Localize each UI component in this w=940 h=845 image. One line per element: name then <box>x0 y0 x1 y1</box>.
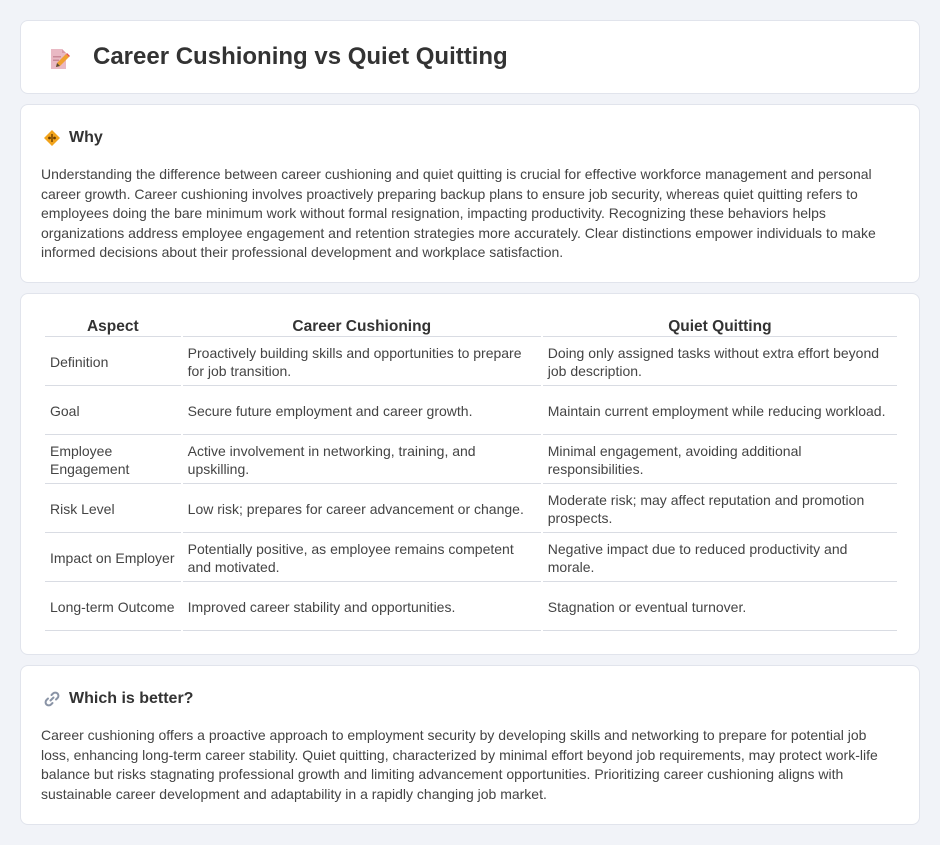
aspect-cell: Risk Level <box>45 486 181 533</box>
quiet-quitting-cell: Stagnation or eventual turnover. <box>543 584 897 631</box>
page-title: Career Cushioning vs Quiet Quitting <box>93 43 508 70</box>
quiet-quitting-cell: Minimal engagement, avoiding additional responsibilities. <box>543 437 897 484</box>
column-header: Quiet Quitting <box>543 316 897 337</box>
column-header: Career Cushioning <box>183 316 541 337</box>
quiet-quitting-cell: Maintain current employment while reducing workload. <box>543 388 897 435</box>
aspect-cell: Employee Engagement <box>45 437 181 484</box>
table-row <box>45 486 897 533</box>
which-is-better-heading: Which is better? <box>69 690 194 707</box>
table-row <box>45 388 897 435</box>
document-pencil-icon <box>47 47 71 71</box>
career-cushioning-cell: Potentially positive, as employee remains competent and motivated. <box>183 535 541 582</box>
why-text: Understanding the difference between career cushioning and quiet quitting is crucial for effective workforce management and personal career growth. Career cushioning involves proactively preparing backup plans to ensure job security, whereas quiet quitting refers to employees doing the bare minimum work without formal resignation, impacting productivity. Recognizing these behaviors helps organizations address employee engagement and retention strategies more accurately. Clear distinctions empower individuals to make informed decisions about their professional development and workplace satisfaction. <box>41 166 876 261</box>
table-row <box>45 584 897 631</box>
aspect-cell: Impact on Employer <box>45 535 181 582</box>
quiet-quitting-cell: Negative impact due to reduced productivity and morale. <box>543 535 897 582</box>
career-cushioning-cell: Active involvement in networking, training, and upskilling. <box>183 437 541 484</box>
career-cushioning-cell: Low risk; prepares for career advancement or change. <box>183 486 541 533</box>
comparison-table <box>43 314 899 633</box>
why-section <box>20 104 920 283</box>
quiet-quitting-cell: Doing only assigned tasks without extra effort beyond job description. <box>543 339 897 386</box>
table-row <box>45 535 897 582</box>
why-heading: Why <box>69 129 103 146</box>
which-is-better-section <box>20 665 920 825</box>
header-card <box>20 20 920 94</box>
quiet-quitting-cell: Moderate risk; may affect reputation and promotion prospects. <box>543 486 897 533</box>
table-header-row <box>45 316 897 337</box>
career-cushioning-cell: Secure future employment and career growth. <box>183 388 541 435</box>
table-row <box>45 437 897 484</box>
column-header: Aspect <box>45 316 181 337</box>
aspect-cell: Long-term Outcome <box>45 584 181 631</box>
table-row <box>45 339 897 386</box>
aspect-cell: Definition <box>45 339 181 386</box>
which-is-better-text: Career cushioning offers a proactive approach to employment security by developing skills and networking to prepare for potential job loss, enhancing long-term career stability. Quiet quitting, characterized by minimal effort beyond job requirements, may protect work-life balance but risks stagnating professional growth and limiting advancement opportunities. Prioritizing career cushioning aligns with sustainable career development and adaptability in a rapidly changing job market. <box>41 727 878 802</box>
link-icon <box>43 690 61 708</box>
diamond-sign-icon <box>43 129 61 147</box>
career-cushioning-cell: Proactively building skills and opportunities to prepare for job transition. <box>183 339 541 386</box>
comparison-card <box>20 293 920 655</box>
career-cushioning-cell: Improved career stability and opportunities. <box>183 584 541 631</box>
aspect-cell: Goal <box>45 388 181 435</box>
